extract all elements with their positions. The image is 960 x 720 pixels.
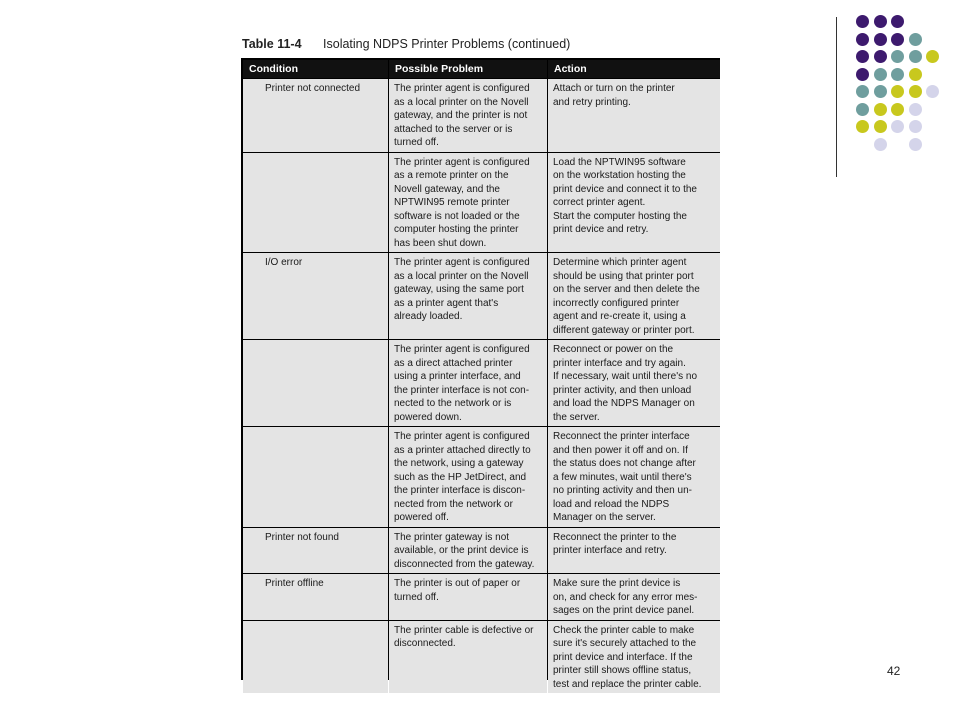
header-action: Action [548, 60, 720, 78]
table-caption [242, 37, 722, 55]
action-cell: Make sure the print device is on, and check for any error mes- sages on the print device panel. [548, 574, 720, 620]
decorative-divider [836, 17, 837, 177]
decorative-dot [909, 120, 922, 133]
decorative-dot [874, 103, 887, 116]
decorative-dot [874, 85, 887, 98]
decorative-dot [856, 33, 869, 46]
table-title: Isolating NDPS Printer Problems (continued) [323, 37, 571, 51]
condition-cell: Printer not connected [243, 79, 388, 152]
action-cell: Check the printer cable to make sure it's securely attached to the print device and interface. If the printer still shows offline status, test and replace the printer cable. [548, 621, 720, 694]
table-row [243, 528, 720, 574]
decorative-dot [909, 85, 922, 98]
action-cell: Reconnect or power on the printer interface and try again. If necessary, wait until there's no printer activity, and then unload and load the NDPS Manager on the server. [548, 340, 720, 426]
table-row [243, 79, 720, 152]
table-row [243, 621, 720, 694]
decorative-dot [874, 120, 887, 133]
table-row [243, 340, 720, 426]
action-cell: Attach or turn on the printer and retry printing. [548, 79, 720, 152]
action-cell: Reconnect the printer interface and then power it off and on. If the status does not change after a few minutes, wait until there's no printing activity and then un- load and reload the NDPS Manager on the server. [548, 427, 720, 527]
decorative-dot [891, 120, 904, 133]
table-row [243, 427, 720, 527]
page-number: 42 [887, 664, 901, 678]
condition-cell [243, 340, 388, 426]
problem-cell: The printer agent is configured as a printer attached directly to the network, using a gateway such as the HP JetDirect, and the printer interface is discon- nected from the network or powered off. [389, 427, 547, 527]
action-cell: Determine which printer agent should be using that printer port on the server and then delete the incorrectly configured printer agent and re-create it, using a different gateway or printer port. [548, 253, 720, 339]
table-number: Table 11-4 [242, 37, 302, 51]
decorative-dot [874, 68, 887, 81]
table-image [241, 58, 720, 690]
decorative-dot [856, 50, 869, 63]
decorative-dot [856, 85, 869, 98]
decorative-dot [856, 68, 869, 81]
problem-cell: The printer agent is configured as a direct attached printer using a printer interface, and the printer interface is not con- nected to the network or is powered down. [389, 340, 547, 426]
header-possible-problem: Possible Problem [389, 60, 547, 78]
decorative-dot [909, 50, 922, 63]
decorative-dot [891, 85, 904, 98]
condition-cell [243, 427, 388, 527]
problem-cell: The printer agent is configured as a remote printer on the Novell gateway, and the NPTWIN95 remote printer software is not loaded or the computer hosting the printer has been shut down. [389, 153, 547, 253]
condition-cell [243, 621, 388, 694]
decorative-dot [909, 33, 922, 46]
decorative-dot [891, 33, 904, 46]
header-condition: Condition [243, 60, 388, 78]
condition-cell: Printer not found [243, 528, 388, 574]
problem-cell: The printer cable is defective or disconnected. [389, 621, 547, 694]
decorative-dot [856, 103, 869, 116]
problem-cell: The printer agent is configured as a local printer on the Novell gateway, and the printer is not attached to the server or is turned off. [389, 79, 547, 152]
condition-cell [243, 153, 388, 253]
table-row [243, 574, 720, 620]
decorative-dot [856, 120, 869, 133]
decorative-dot [891, 50, 904, 63]
table-row [243, 253, 720, 339]
condition-cell: I/O error [243, 253, 388, 339]
decorative-dot [891, 103, 904, 116]
action-cell: Reconnect the printer to the printer interface and retry. [548, 528, 720, 574]
decorative-dot [874, 33, 887, 46]
decorative-dot [926, 50, 939, 63]
problem-cell: The printer agent is configured as a local printer on the Novell gateway, using the same port as a printer agent that's already loaded. [389, 253, 547, 339]
decorative-dot [909, 103, 922, 116]
decorative-dot [926, 85, 939, 98]
printer-problems-table [242, 59, 721, 694]
table-header-row [243, 60, 720, 78]
decorative-dot [909, 68, 922, 81]
table-row [243, 153, 720, 253]
decorative-dot [874, 138, 887, 151]
decorative-dot [874, 15, 887, 28]
problem-cell: The printer is out of paper or turned off. [389, 574, 547, 620]
decorative-dot [891, 15, 904, 28]
decorative-dot [909, 138, 922, 151]
action-cell: Load the NPTWIN95 software on the workstation hosting the print device and connect it to the correct printer agent. Start the computer hosting the print device and retry. [548, 153, 720, 253]
condition-cell: Printer offline [243, 574, 388, 620]
decorative-dot [874, 50, 887, 63]
decorative-dot [856, 15, 869, 28]
problem-cell: The printer gateway is not available, or the print device is disconnected from the gateway. [389, 528, 547, 574]
decorative-dot [891, 68, 904, 81]
